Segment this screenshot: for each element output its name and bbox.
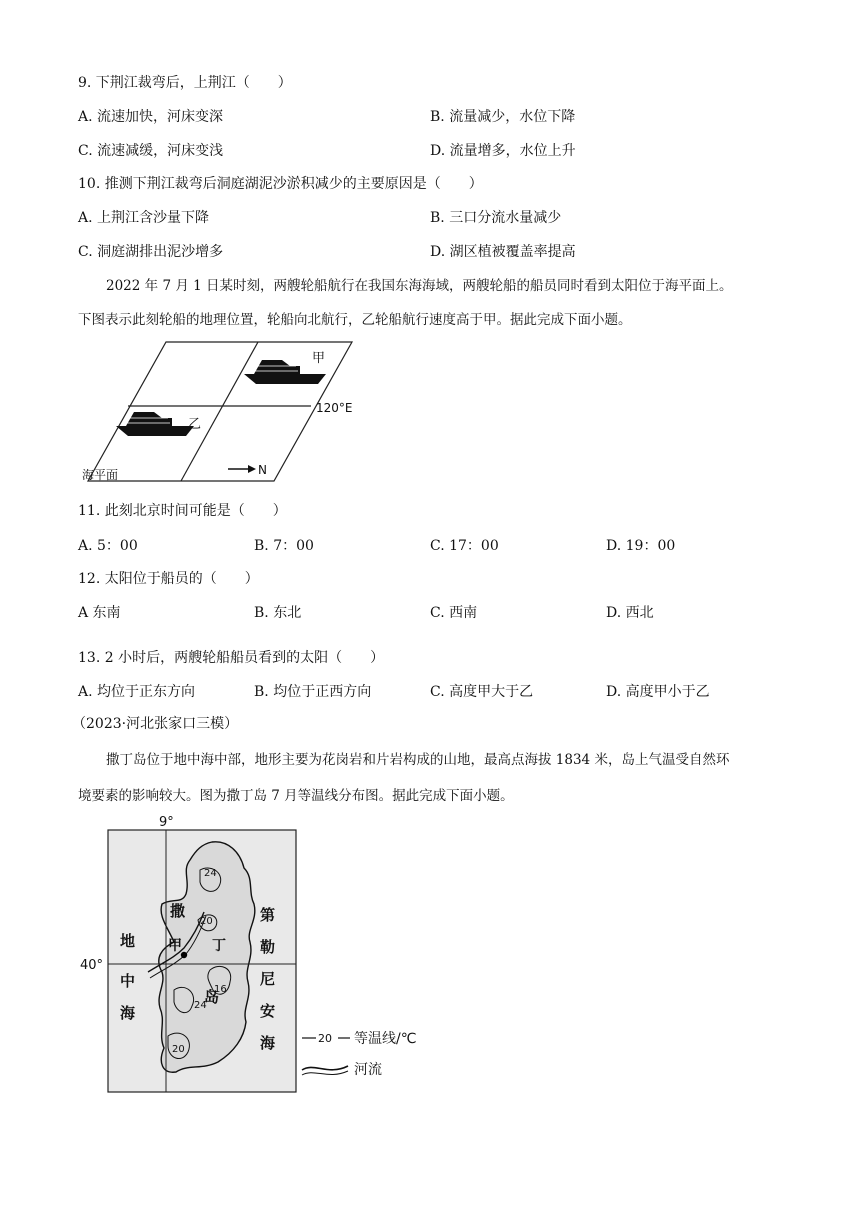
ship-b-icon bbox=[116, 412, 194, 436]
west-sea-char-2: 中 bbox=[120, 972, 136, 990]
question-11-option-b: B. 7：00 bbox=[254, 538, 314, 554]
point-a-label: 甲 bbox=[168, 938, 182, 954]
question-9-option-b: B. 流量减少，水位下降 bbox=[430, 109, 576, 125]
longitude-label: 9° bbox=[159, 815, 174, 830]
east-sea-char-4: 安 bbox=[260, 1002, 276, 1020]
west-sea-char-1: 地 bbox=[120, 932, 136, 950]
question-13-option-d: D. 高度甲小于乙 bbox=[606, 684, 710, 700]
question-10-option-b: B. 三口分流水量减少 bbox=[430, 210, 562, 226]
passage-2-line-1: 撒丁岛位于地中海中部，地形主要为花岗岩和片岩构成的山地，最高点海拔 1834 米，岛上气温受自然环 bbox=[106, 752, 730, 768]
east-sea-char-5: 海 bbox=[260, 1034, 276, 1052]
isotherm-value-1: 24 bbox=[204, 868, 217, 879]
passage-1-line-2: 下图表示此刻轮船的地理位置，轮船向北航行，乙轮船航行速度高于甲。据此完成下面小题。 bbox=[78, 312, 632, 328]
question-12-option-c: C. 西南 bbox=[430, 605, 478, 621]
legend-river-label: 河流 bbox=[354, 1062, 382, 1078]
sea-level-label: 海平面 bbox=[82, 468, 119, 482]
question-13-option-a: A. 均位于正东方向 bbox=[78, 684, 196, 700]
east-sea-char-3: 尼 bbox=[260, 970, 276, 988]
east-sea-char-1: 第 bbox=[260, 906, 276, 924]
question-9-option-c: C. 流速减缓，河床变浅 bbox=[78, 143, 224, 159]
passage-2-line-2: 境要素的影响较大。图为撒丁岛 7 月等温线分布图。据此完成下面小题。 bbox=[78, 788, 514, 804]
island-char-1: 撒 bbox=[170, 902, 186, 920]
east-sea-char-2: 勒 bbox=[260, 938, 276, 956]
legend-isotherm-label: 等温线/℃ bbox=[354, 1031, 417, 1047]
point-d-label: 丁 bbox=[212, 938, 226, 954]
question-13-option-c: C. 高度甲大于乙 bbox=[430, 684, 534, 700]
ship-position-figure bbox=[82, 338, 366, 486]
question-13-stem: 13. 2 小时后，两艘轮船船员看到的太阳（ ） bbox=[78, 650, 385, 666]
question-12-stem: 12. 太阳位于船员的（ ） bbox=[78, 571, 259, 587]
question-12-option-a: A 东南 bbox=[78, 605, 121, 621]
ship-a-label: 甲 bbox=[312, 351, 326, 366]
west-sea-char-3: 海 bbox=[120, 1004, 136, 1022]
question-12-option-b: B. 东北 bbox=[254, 605, 302, 621]
question-source: （2023·河北张家口三模） bbox=[72, 716, 239, 732]
legend-river-icon bbox=[302, 1066, 348, 1075]
question-11-option-d: D. 19：00 bbox=[606, 538, 676, 554]
latitude-label: 40° bbox=[80, 958, 104, 973]
question-11-stem: 11. 此刻北京时间可能是（ ） bbox=[78, 503, 287, 519]
isotherm-value-5: 20 bbox=[172, 1044, 185, 1055]
question-10-option-d: D. 湖区植被覆盖率提高 bbox=[430, 244, 576, 260]
question-10-stem: 10. 推测下荆江裁弯后洞庭湖泥沙淤积减少的主要原因是（ ） bbox=[78, 176, 483, 192]
meridian-label: 120°E bbox=[316, 401, 353, 415]
question-12-option-d: D. 西北 bbox=[606, 605, 654, 621]
isotherm-value-3: 16 bbox=[214, 984, 227, 995]
question-11-option-a: A. 5：00 bbox=[78, 538, 138, 554]
isotherm-value-4: 24 bbox=[194, 1000, 207, 1011]
north-label: N bbox=[258, 463, 267, 477]
sardinia-isotherm-map bbox=[78, 812, 458, 1096]
question-13-option-b: B. 均位于正西方向 bbox=[254, 684, 372, 700]
isotherm-value-2: 20 bbox=[200, 916, 213, 927]
legend-isotherm-sample-value: 20 bbox=[318, 1032, 332, 1045]
question-10-option-c: C. 洞庭湖排出泥沙增多 bbox=[78, 244, 224, 260]
island-char-2: 岛 bbox=[204, 988, 220, 1006]
question-10-option-a: A. 上荆江含沙量下降 bbox=[78, 210, 210, 226]
question-9-stem: 9. 下荆江裁弯后，上荆江（ ） bbox=[78, 75, 292, 91]
north-arrow-icon bbox=[228, 465, 256, 473]
ship-b-label: 乙 bbox=[188, 417, 202, 432]
question-11-option-c: C. 17：00 bbox=[430, 538, 499, 554]
question-9-option-a: A. 流速加快，河床变深 bbox=[78, 109, 224, 125]
question-9-option-d: D. 流量增多，水位上升 bbox=[430, 143, 576, 159]
passage-1-line-1: 2022 年 7 月 1 日某时刻，两艘轮船航行在我国东海海域，两艘轮船的船员同时看到太阳位于海平面上。 bbox=[106, 278, 733, 294]
